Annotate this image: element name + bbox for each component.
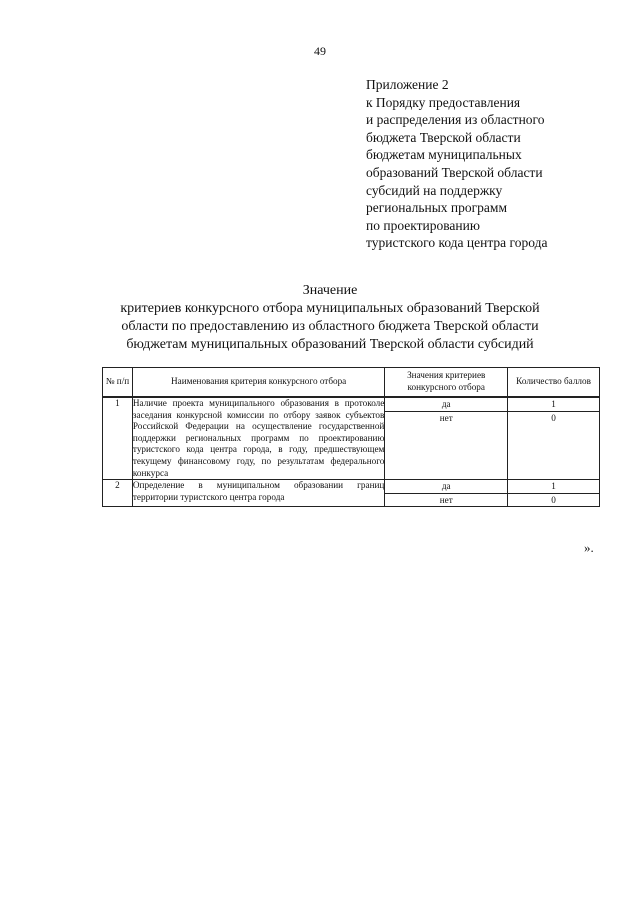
criterion-value: да [385,397,508,412]
criteria-table [102,367,600,507]
criterion-score: 0 [508,412,600,480]
appendix-line: бюджетам муниципальных [366,147,522,163]
criterion-value: нет [385,494,508,507]
table-row [103,480,600,494]
criterion-score: 1 [508,480,600,494]
criterion-value: да [385,480,508,494]
appendix-line: туристского кода центра города [366,235,548,251]
closing-quote-mark: ». [584,540,594,555]
row-number: 1 [103,397,133,480]
criterion-name: Наличие проекта муниципального образования в протоколе заседания конкурсной комиссии по отбору заявок субъектов Российской Федерации на осуществление государственной поддержки региональных программ по проектированию туристского кода центра города, в году, предшествующем текущему финансовому году, по результатам федерального конкурса [132,397,384,480]
heading-line: области по предоставлению из областного бюджета Тверской области [121,319,539,334]
appendix-line: Приложение 2 [366,77,449,92]
table-row [103,397,600,412]
appendix-line: образований Тверской области [366,164,543,180]
header-score: Количество баллов [508,368,600,398]
header-criterion-values: Значения критериев конкурсного отбора [385,368,508,398]
document-heading [80,282,580,354]
row-number: 2 [103,480,133,507]
header-criterion-name: Наименования критерия конкурсного отбора [132,368,384,398]
header-number: № п/п [103,368,133,398]
appendix-line: к Порядку предоставления [366,94,521,110]
criterion-score: 0 [508,494,600,507]
table-header-row [103,368,600,398]
criterion-name: Определение в муниципальном образовании границ территории туристского центра города [132,480,384,507]
appendix-line: региональных программ [366,200,507,216]
heading-line: критериев конкурсного отбора муниципальных образований Тверской [120,301,540,316]
heading-line: бюджетам муниципальных образований Тверской области субсидий [126,337,534,352]
appendix-line: бюджета Тверской области [366,129,521,145]
appendix-reference [366,76,626,252]
appendix-line: и распределения из областного [366,112,545,128]
heading-title: Значение [302,283,358,298]
appendix-line: субсидий на поддержку [366,182,503,198]
criterion-value: нет [385,412,508,480]
page-number: 49 [314,44,326,58]
criterion-score: 1 [508,397,600,412]
appendix-line: по проектированию [366,217,480,233]
